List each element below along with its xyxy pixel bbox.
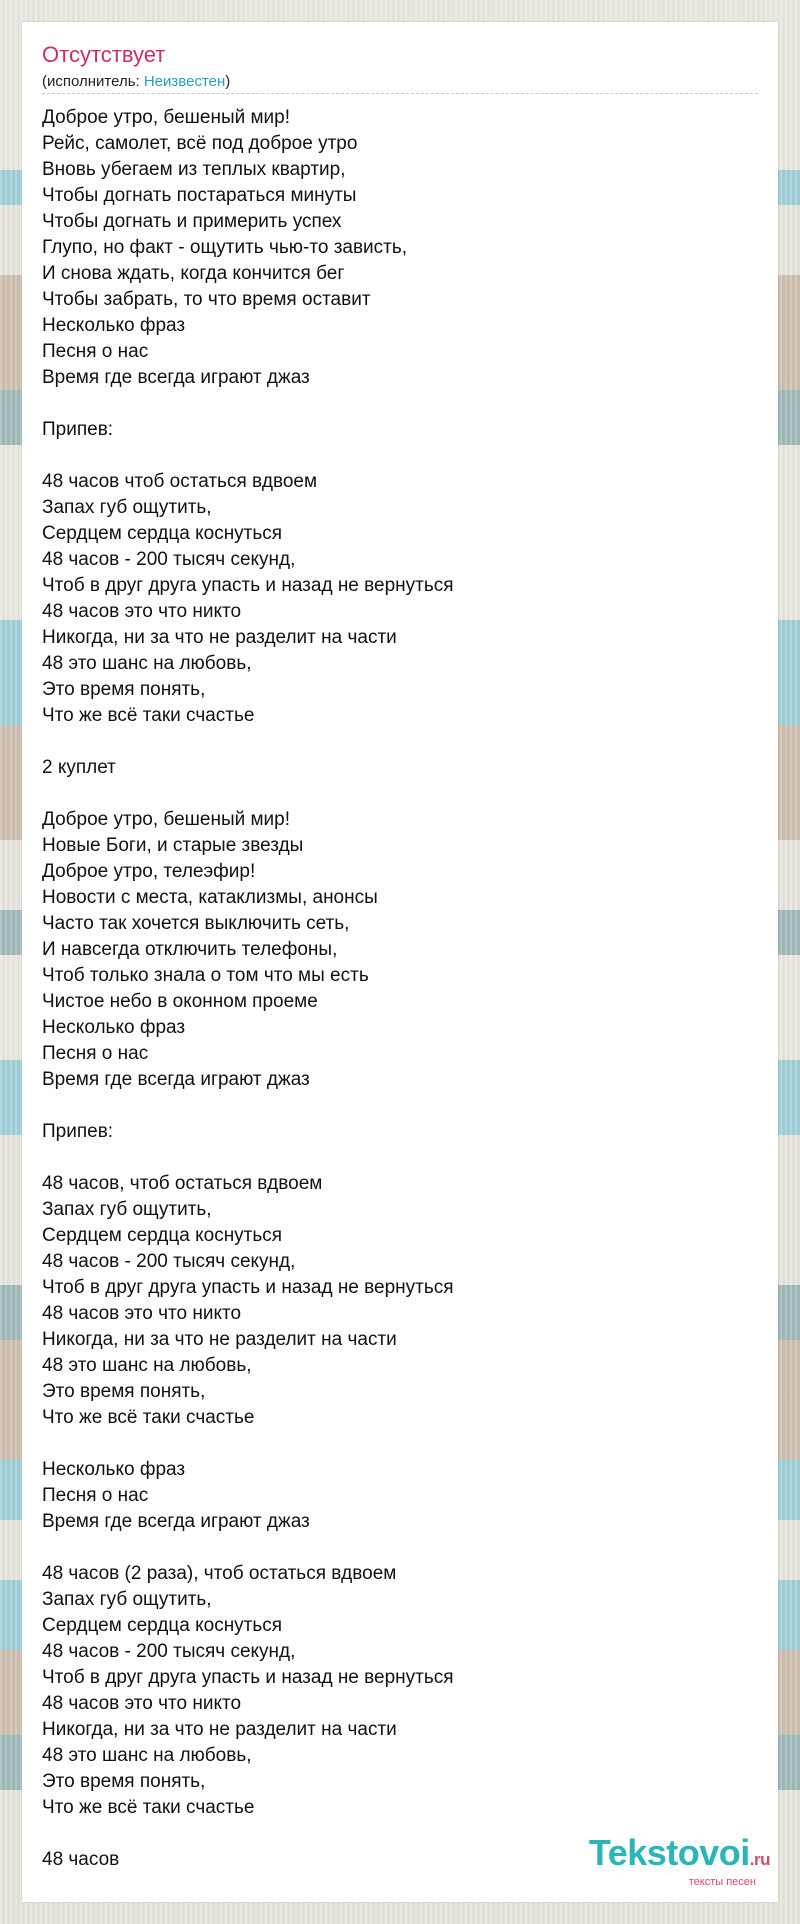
lyric-line: Несколько фраз — [42, 315, 186, 336]
lyric-line: Рейс, самолет, всё под доброе утро — [42, 133, 358, 154]
artist-line — [42, 73, 230, 91]
lyric-line: Никогда, ни за что не разделит на части — [42, 627, 397, 648]
lyric-line: Чтоб в друг друга упасть и назад не вернуться — [42, 1277, 454, 1298]
lyric-line: 48 часов — [42, 1849, 120, 1870]
lyric-line: Сердцем сердца коснуться — [42, 1225, 283, 1246]
lyric-line: Доброе утро, бешеный мир! — [42, 809, 291, 830]
lyric-line — [42, 781, 758, 807]
lyric-line: И снова ждать, когда кончится бег — [42, 263, 345, 284]
lyric-line: 48 часов - 200 тысяч секунд, — [42, 1251, 296, 1272]
logo-tagline: тексты песен — [688, 1876, 756, 1888]
lyric-line: Это время понять, — [42, 679, 206, 700]
lyric-line: Доброе утро, телеэфир! — [42, 861, 256, 882]
lyric-line: Запах губ ощутить, — [42, 1199, 212, 1220]
lyric-line — [42, 443, 758, 469]
lyric-line: Несколько фраз — [42, 1017, 186, 1038]
lyric-line — [42, 729, 758, 755]
lyric-line — [42, 1145, 758, 1171]
lyric-line: 48 часов чтоб остаться вдвоем — [42, 471, 318, 492]
lyric-line: Время где всегда играют джаз — [42, 1069, 310, 1090]
lyric-line — [42, 391, 758, 417]
artist-prefix: (исполнитель: — [42, 73, 144, 90]
artist-link[interactable]: Неизвестен — [143, 73, 226, 90]
lyric-line: 48 это шанс на любовь, — [42, 1355, 252, 1376]
lyric-line: Никогда, ни за что не разделит на части — [42, 1719, 397, 1740]
lyric-line: Часто так хочется выключить сеть, — [42, 913, 350, 934]
song-title: Отсутствует — [42, 42, 166, 67]
lyric-line: Песня о нас — [42, 341, 149, 362]
lyric-line: Припев: — [42, 419, 114, 440]
lyric-line: Чтобы догнать постараться минуты — [42, 185, 357, 206]
lyric-line: Никогда, ни за что не разделит на части — [42, 1329, 397, 1350]
lyric-line: Доброе утро, бешеный мир! — [42, 107, 291, 128]
lyric-line: Глупо, но факт - ощутить чью-то зависть, — [42, 237, 408, 258]
lyric-line: Несколько фраз — [42, 1459, 186, 1480]
lyric-line: 48 это шанс на любовь, — [42, 1745, 252, 1766]
title-divider — [42, 93, 758, 94]
lyric-line: Что же всё таки счастье — [42, 1797, 255, 1818]
lyric-line: 48 это шанс на любовь, — [42, 653, 252, 674]
lyric-line: И навсегда отключить телефоны, — [42, 939, 338, 960]
lyric-line: 48 часов - 200 тысяч секунд, — [42, 549, 296, 570]
lyric-line: Что же всё таки счастье — [42, 705, 255, 726]
lyric-line: 48 часов это что никто — [42, 1693, 242, 1714]
lyric-line: 48 часов, чтоб остаться вдвоем — [42, 1173, 323, 1194]
lyric-line: Чтоб только знала о том что мы есть — [42, 965, 369, 986]
lyric-line: Чтобы догнать и примерить успех — [42, 211, 342, 232]
lyric-line: Чтобы забрать, то что время оставит — [42, 289, 371, 310]
lyric-line: 2 куплет — [42, 757, 116, 778]
lyric-line: 48 часов - 200 тысяч секунд, — [42, 1641, 296, 1662]
lyric-line: Чтоб в друг друга упасть и назад не вернуться — [42, 1667, 454, 1688]
lyric-line: Чистое небо в оконном проеме — [42, 991, 318, 1012]
lyric-line: Время где всегда играют джаз — [42, 1511, 310, 1532]
lyric-line: Запах губ ощутить, — [42, 1589, 212, 1610]
lyrics-card — [22, 22, 778, 1902]
site-logo[interactable] — [588, 1832, 770, 1888]
artist-suffix: ) — [225, 73, 231, 90]
lyrics-text — [42, 105, 758, 1873]
lyric-line: 48 часов (2 раза), чтоб остаться вдвоем — [42, 1563, 397, 1584]
lyric-line: 48 часов это что никто — [42, 601, 242, 622]
lyric-line: Песня о нас — [42, 1043, 149, 1064]
lyric-line: Вновь убегаем из теплых квартир, — [42, 159, 346, 180]
lyric-line: Это время понять, — [42, 1771, 206, 1792]
lyric-line — [42, 1431, 758, 1457]
lyric-line: Время где всегда играют джаз — [42, 367, 310, 388]
lyric-line: Что же всё таки счастье — [42, 1407, 255, 1428]
lyric-line: Это время понять, — [42, 1381, 206, 1402]
lyric-line: Новости с места, катаклизмы, анонсы — [42, 887, 378, 908]
lyric-line: Припев: — [42, 1121, 114, 1142]
logo-domain: .ru — [749, 1850, 770, 1869]
lyric-line: Чтоб в друг друга упасть и назад не вернуться — [42, 575, 454, 596]
lyric-line: Запах губ ощутить, — [42, 497, 212, 518]
lyric-line: Новые Боги, и старые звезды — [42, 835, 304, 856]
lyric-line: Сердцем сердца коснуться — [42, 1615, 283, 1636]
lyric-line: Сердцем сердца коснуться — [42, 523, 283, 544]
lyric-line: 48 часов это что никто — [42, 1303, 242, 1324]
lyric-line — [42, 1093, 758, 1119]
lyric-line — [42, 1535, 758, 1561]
lyric-line: Песня о нас — [42, 1485, 149, 1506]
logo-main: Tekstovoi — [588, 1832, 750, 1873]
